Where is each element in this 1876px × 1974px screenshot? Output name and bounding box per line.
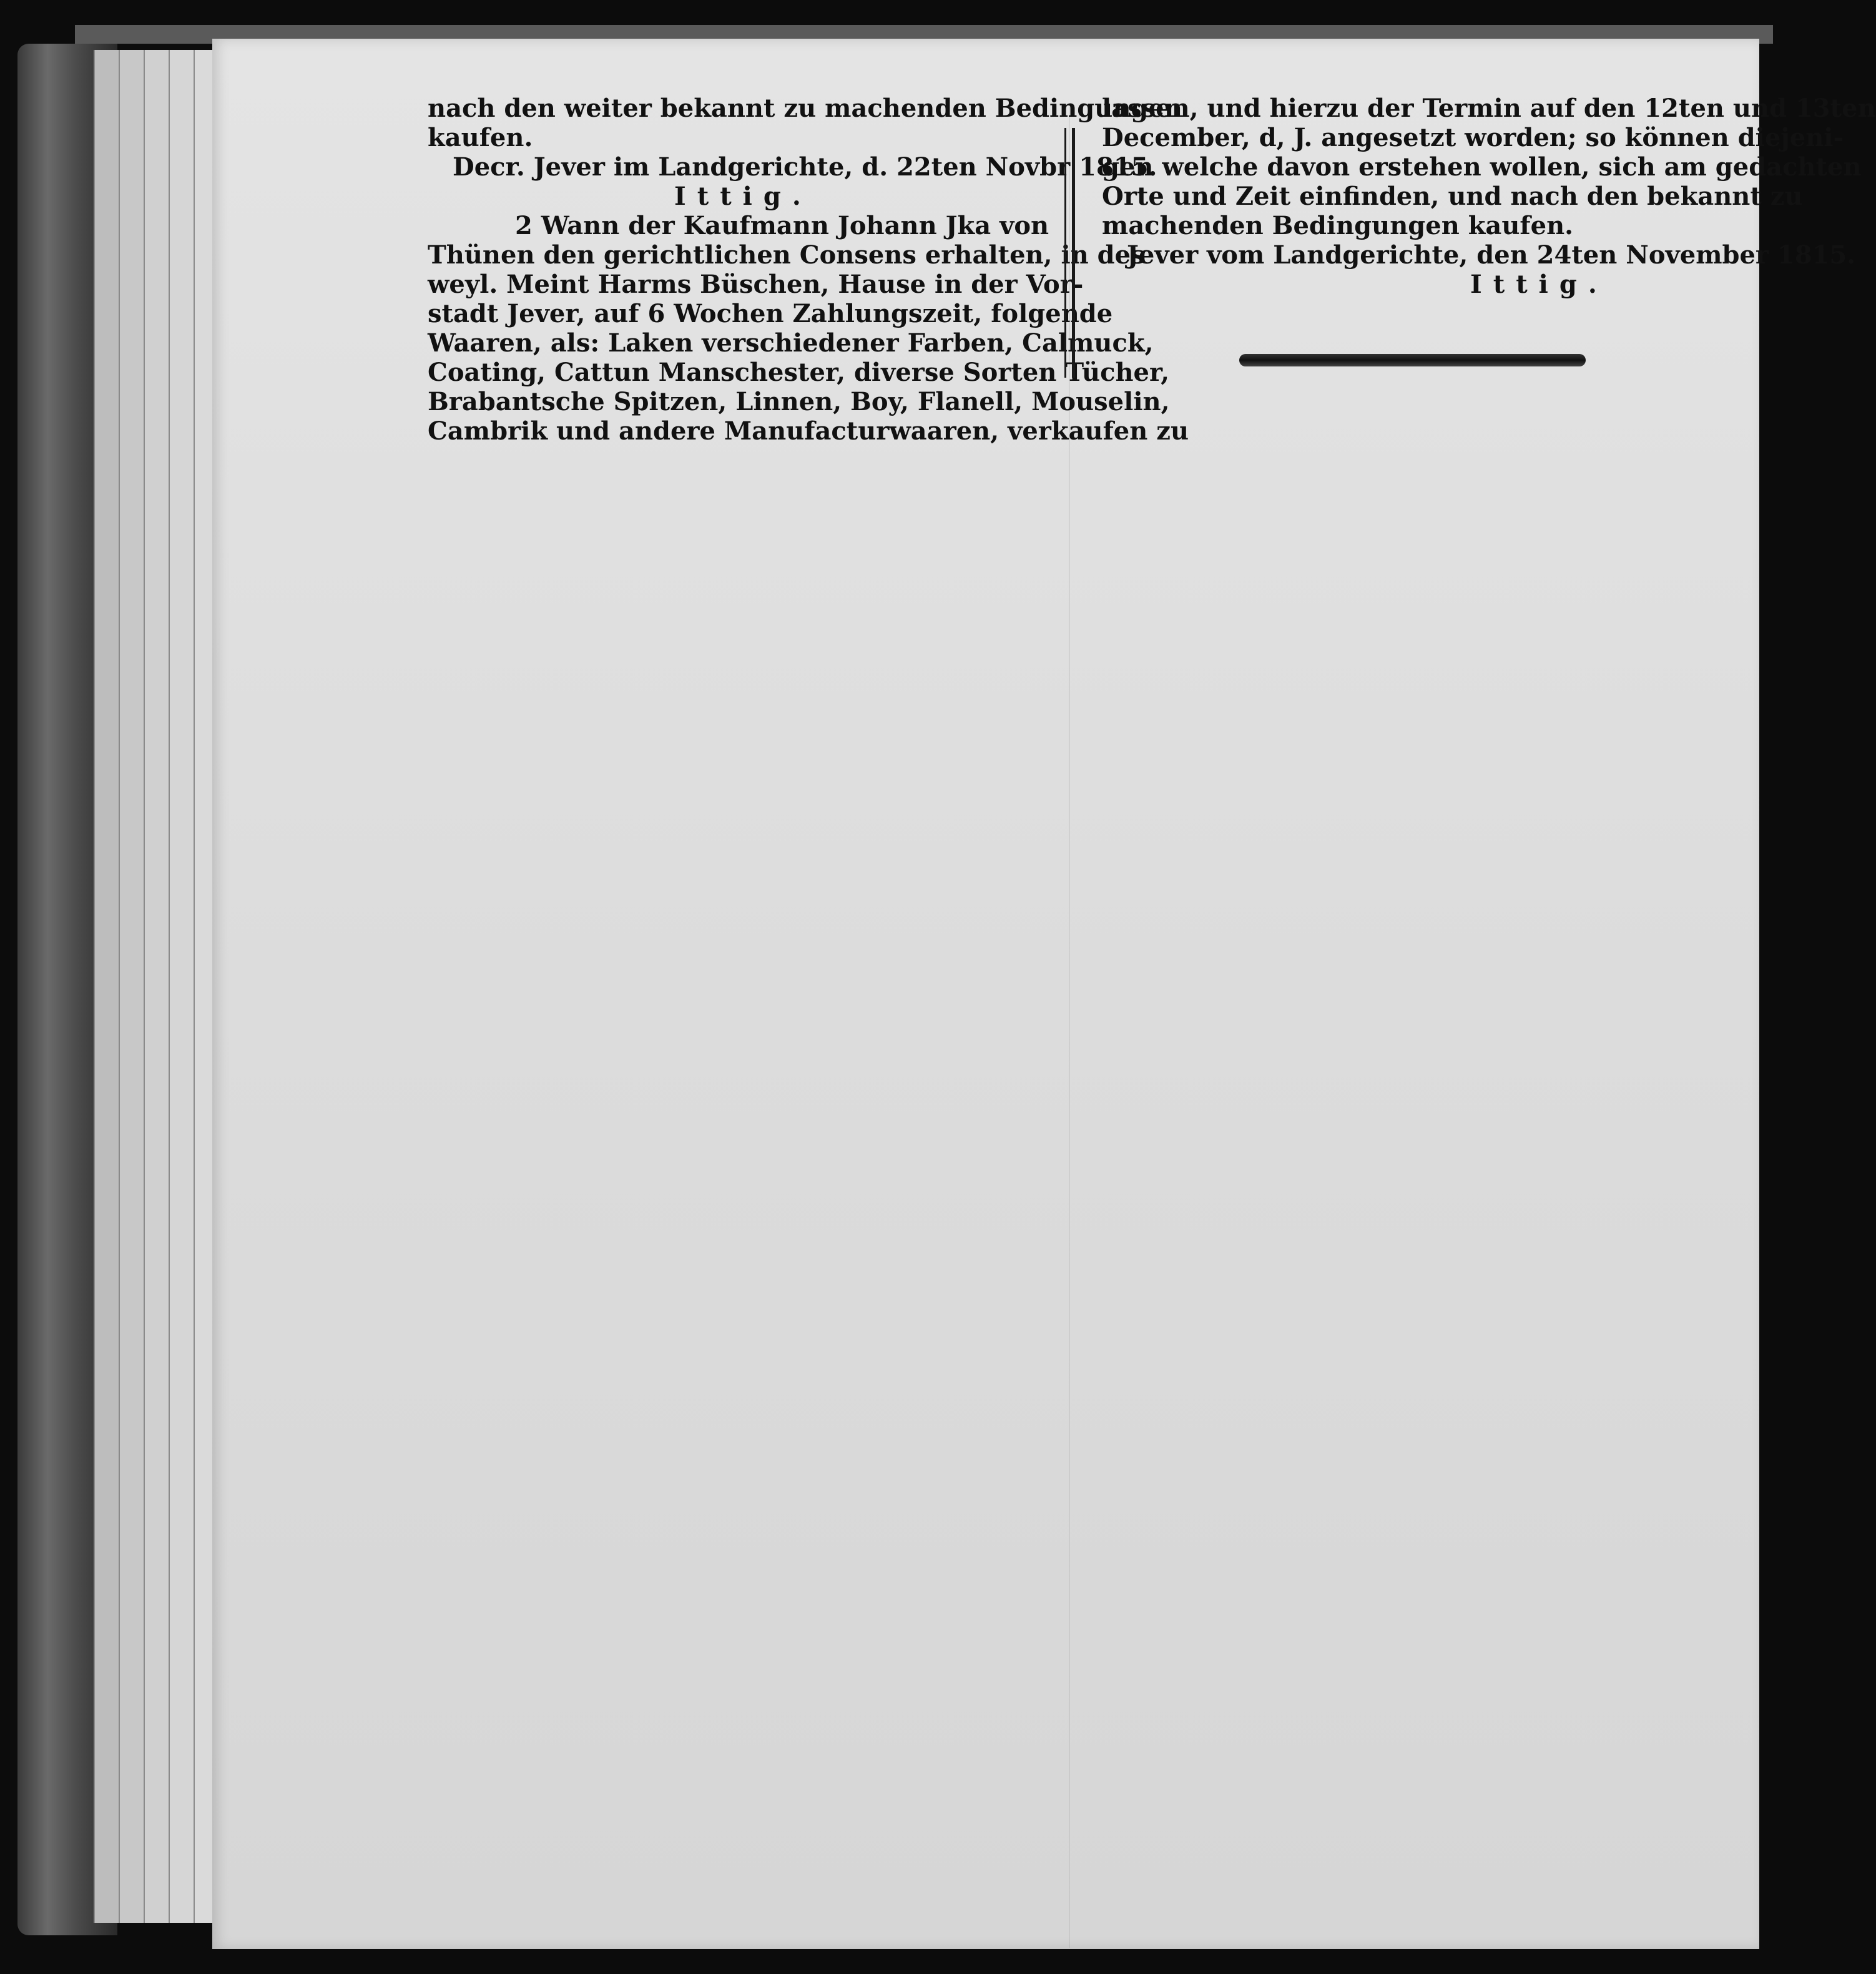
page-stack-edge bbox=[144, 50, 170, 1923]
notice-line: 2 Wann der Kaufmann Johann Jka von bbox=[515, 211, 1049, 240]
text-line: Orte und Zeit einfinden, und nach den bekannt zu bbox=[1102, 182, 1803, 211]
left-column bbox=[428, 94, 1189, 446]
page-stack-edge bbox=[169, 50, 195, 1923]
page-stack-edge bbox=[119, 50, 145, 1923]
notice-line: Thünen den gerichtlichen Consens erhalten, in des bbox=[428, 240, 1145, 270]
notice-line: stadt Jever, auf 6 Wochen Zahlungszeit, folgende bbox=[428, 299, 1113, 328]
right-column bbox=[1102, 94, 1876, 299]
page-stack-edge bbox=[94, 50, 120, 1923]
text-line: December, d, J. angesetzt worden; so können diejeni- bbox=[1102, 123, 1844, 152]
signature: Ittig. bbox=[674, 182, 812, 211]
column-divider-rule bbox=[1064, 128, 1075, 378]
notice-line: Brabantsche Spitzen, Linnen, Boy, Flanell, Mouselin, bbox=[428, 387, 1170, 416]
text-line: machenden Bedingungen kaufen. bbox=[1102, 211, 1574, 240]
text-line: gen welche davon erstehen wollen, sich am gedachten bbox=[1102, 152, 1862, 182]
text-line: lassen, und hierzu der Termin auf den 12ten und 13ten bbox=[1102, 94, 1876, 123]
text-line: nach den weiter bekannt zu machenden Bedingungen bbox=[428, 94, 1182, 123]
text-line: kaufen. bbox=[428, 123, 533, 152]
decree-line: Decr. Jever im Landgerichte, d. 22ten Novbr 1815. bbox=[453, 152, 1157, 182]
notice-line: Waaren, als: Laken verschiedener Farben, Calmuck, bbox=[428, 328, 1154, 358]
notice-line: weyl. Meint Harms Büschen, Hause in der Vor- bbox=[428, 270, 1084, 299]
signature: Ittig. bbox=[1470, 270, 1608, 299]
notice-line: Coating, Cattun Manschester, diverse Sorten Tücher, bbox=[428, 358, 1170, 387]
notice-line: Cambrik und andere Manufacturwaaren, verkaufen zu bbox=[428, 416, 1189, 446]
date-line: Jever vom Landgerichte, den 24ten November 1815. bbox=[1127, 240, 1856, 270]
section-separator bbox=[1239, 354, 1586, 366]
